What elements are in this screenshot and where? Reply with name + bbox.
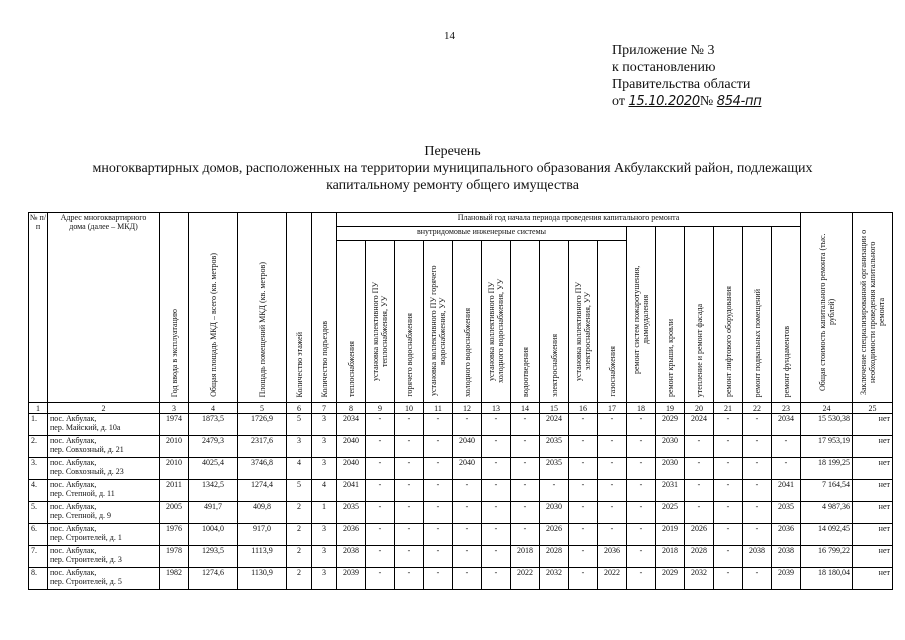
header-entrances: Количество подъездов bbox=[312, 213, 337, 403]
cell-c21: - bbox=[714, 546, 743, 568]
cell-c13: - bbox=[482, 524, 511, 546]
header-heat: теплоснабжения bbox=[337, 241, 366, 403]
row-number: 4. bbox=[29, 480, 48, 502]
cell-c23: 2039 bbox=[772, 568, 801, 590]
cell-prem: 1130,9 bbox=[238, 568, 287, 590]
address-line-1: пос. Акбулак, bbox=[50, 524, 97, 533]
column-number-cell: 6 bbox=[287, 403, 312, 414]
houses-table bbox=[28, 212, 893, 590]
cell-area: 1274,6 bbox=[189, 568, 238, 590]
cell-c17: - bbox=[598, 436, 627, 458]
cell-cost: 16 799,22 bbox=[801, 546, 853, 568]
cell-year: 1978 bbox=[160, 546, 189, 568]
cell-c12: - bbox=[453, 414, 482, 436]
cell-c20: - bbox=[685, 480, 714, 502]
cell-year: 2011 bbox=[160, 480, 189, 502]
cell-c19: 2029 bbox=[656, 414, 685, 436]
cell-concl: нет bbox=[853, 546, 893, 568]
cell-c15: 2035 bbox=[540, 436, 569, 458]
cell-c10: - bbox=[395, 436, 424, 458]
cell-c9: - bbox=[366, 568, 395, 590]
cell-c19: 2030 bbox=[656, 458, 685, 480]
header-floors: Количество этажей bbox=[287, 213, 312, 403]
column-number-cell: 23 bbox=[772, 403, 801, 414]
cell-ent: 3 bbox=[312, 436, 337, 458]
cell-fl: 2 bbox=[287, 568, 312, 590]
row-address bbox=[48, 458, 160, 480]
address-line-2: пер. Строителей, д. 1 bbox=[50, 533, 122, 542]
cell-c10: - bbox=[395, 414, 424, 436]
header-electric: электроснабжения bbox=[540, 241, 569, 403]
cell-c19: 2031 bbox=[656, 480, 685, 502]
row-number: 7. bbox=[29, 546, 48, 568]
cell-c13: - bbox=[482, 568, 511, 590]
cell-c11: - bbox=[424, 546, 453, 568]
cell-c22: - bbox=[743, 502, 772, 524]
header-foundation: ремонт фундаментов bbox=[772, 227, 801, 403]
row-address bbox=[48, 480, 160, 502]
cell-c16: - bbox=[569, 546, 598, 568]
address-line-1: пос. Акбулак, bbox=[50, 546, 97, 555]
appendix-line-2: к постановлению bbox=[612, 60, 716, 75]
column-number-cell: 7 bbox=[312, 403, 337, 414]
column-number-cell: 16 bbox=[569, 403, 598, 414]
cell-c17: 2022 bbox=[598, 568, 627, 590]
cell-c21: - bbox=[714, 502, 743, 524]
column-number-cell: 3 bbox=[160, 403, 189, 414]
cell-c10: - bbox=[395, 480, 424, 502]
cell-prem: 3746,8 bbox=[238, 458, 287, 480]
cell-c23: - bbox=[772, 458, 801, 480]
cell-c21: - bbox=[714, 480, 743, 502]
handwritten-date: 15.10.2020 bbox=[628, 94, 700, 109]
cell-concl: нет bbox=[853, 480, 893, 502]
table-row bbox=[29, 436, 893, 458]
cell-year: 1976 bbox=[160, 524, 189, 546]
cell-c15: 2028 bbox=[540, 546, 569, 568]
header-hot-water-meter: установка коллективного ПУ горячего водоснабжения, УУ bbox=[424, 241, 453, 403]
cell-fl: 2 bbox=[287, 502, 312, 524]
address-line-1: пос. Акбулак, bbox=[50, 414, 97, 423]
cell-c17: - bbox=[598, 480, 627, 502]
cell-c12: - bbox=[453, 568, 482, 590]
header-facade: утепление и ремонт фасада bbox=[685, 227, 714, 403]
header-plan-group: Плановый год начала периода проведения капитального ремонта bbox=[337, 213, 801, 227]
column-number-cell: 9 bbox=[366, 403, 395, 414]
cell-c12: - bbox=[453, 546, 482, 568]
cell-c12: - bbox=[453, 480, 482, 502]
row-number: 1. bbox=[29, 414, 48, 436]
cell-area: 1004,0 bbox=[189, 524, 238, 546]
column-number-cell: 5 bbox=[238, 403, 287, 414]
document-title: Перечень bbox=[424, 144, 481, 159]
cell-cost: 14 092,45 bbox=[801, 524, 853, 546]
table-row bbox=[29, 458, 893, 480]
cell-c13: - bbox=[482, 414, 511, 436]
cell-c22: - bbox=[743, 414, 772, 436]
cell-c23: 2041 bbox=[772, 480, 801, 502]
column-number-cell: 20 bbox=[685, 403, 714, 414]
column-number-cell: 8 bbox=[337, 403, 366, 414]
cell-c17: - bbox=[598, 524, 627, 546]
header-fire-system: ремонт систем пожаротушения, дымоудаления bbox=[627, 227, 656, 403]
cell-c10: - bbox=[395, 458, 424, 480]
cell-fl: 3 bbox=[287, 436, 312, 458]
cell-c18: - bbox=[627, 524, 656, 546]
cell-c22: - bbox=[743, 568, 772, 590]
table-row bbox=[29, 480, 893, 502]
column-number-cell: 22 bbox=[743, 403, 772, 414]
cell-ent: 3 bbox=[312, 414, 337, 436]
cell-c22: 2038 bbox=[743, 546, 772, 568]
cell-c14: - bbox=[511, 436, 540, 458]
header-roof: ремонт крыши, кровли bbox=[656, 227, 685, 403]
date-prefix: от bbox=[612, 94, 625, 109]
cell-c16: - bbox=[569, 568, 598, 590]
cell-c20: - bbox=[685, 502, 714, 524]
cell-c16: - bbox=[569, 414, 598, 436]
cell-c21: - bbox=[714, 414, 743, 436]
handwritten-number: 854-пп bbox=[716, 94, 762, 109]
column-number-cell: 25 bbox=[853, 403, 893, 414]
cell-year: 2005 bbox=[160, 502, 189, 524]
cell-c12: 2040 bbox=[453, 458, 482, 480]
cell-year: 1974 bbox=[160, 414, 189, 436]
cell-c14: - bbox=[511, 524, 540, 546]
column-number-cell: 21 bbox=[714, 403, 743, 414]
cell-c15: 2032 bbox=[540, 568, 569, 590]
header-address: Адрес многоквартирного дома (далее – МКД) bbox=[48, 213, 160, 403]
appendix-line-1: Приложение № 3 bbox=[612, 43, 715, 58]
cell-concl: нет bbox=[853, 458, 893, 480]
cell-c14: 2022 bbox=[511, 568, 540, 590]
row-number: 8. bbox=[29, 568, 48, 590]
row-address bbox=[48, 502, 160, 524]
header-total-cost: Общая стоимость капитального ремонта (тыс. рублей) bbox=[801, 213, 853, 403]
cell-c12: 2040 bbox=[453, 436, 482, 458]
cell-c20: 2024 bbox=[685, 414, 714, 436]
document-subtitle-line-1: многоквартирных домов, расположенных на территории муниципального образования Акбулакский район, подлежащих bbox=[92, 161, 813, 176]
column-numbers-row bbox=[29, 403, 893, 414]
cell-cost: 18 180,04 bbox=[801, 568, 853, 590]
cell-c14: - bbox=[511, 480, 540, 502]
cell-c23: 2036 bbox=[772, 524, 801, 546]
cell-c12: - bbox=[453, 524, 482, 546]
cell-area: 2479,3 bbox=[189, 436, 238, 458]
address-line-2: пер. Строителей, д. 3 bbox=[50, 555, 122, 564]
cell-c15: - bbox=[540, 480, 569, 502]
cell-c11: - bbox=[424, 524, 453, 546]
cell-c8: 2038 bbox=[337, 546, 366, 568]
cell-c15: 2030 bbox=[540, 502, 569, 524]
cell-c16: - bbox=[569, 458, 598, 480]
column-number-cell: 1 bbox=[29, 403, 48, 414]
cell-c14: 2018 bbox=[511, 546, 540, 568]
cell-c19: 2019 bbox=[656, 524, 685, 546]
cell-c19: 2029 bbox=[656, 568, 685, 590]
cell-concl: нет bbox=[853, 524, 893, 546]
column-number-cell: 14 bbox=[511, 403, 540, 414]
cell-c21: - bbox=[714, 568, 743, 590]
cell-c8: 2036 bbox=[337, 524, 366, 546]
page-number: 14 bbox=[444, 30, 455, 42]
cell-c20: - bbox=[685, 436, 714, 458]
cell-area: 1873,5 bbox=[189, 414, 238, 436]
number-prefix: № bbox=[699, 94, 714, 109]
cell-year: 2010 bbox=[160, 436, 189, 458]
cell-area: 1293,5 bbox=[189, 546, 238, 568]
cell-c14: - bbox=[511, 414, 540, 436]
cell-area: 491,7 bbox=[189, 502, 238, 524]
cell-c10: - bbox=[395, 524, 424, 546]
row-number: 3. bbox=[29, 458, 48, 480]
cell-c15: 2024 bbox=[540, 414, 569, 436]
row-address bbox=[48, 568, 160, 590]
header-total-area: Общая площадь МКД – всего (кв. метров) bbox=[189, 213, 238, 403]
cell-concl: нет bbox=[853, 436, 893, 458]
header-year-built: Год ввода в эксплуатацию bbox=[160, 213, 189, 403]
cell-area: 1342,5 bbox=[189, 480, 238, 502]
cell-c23: - bbox=[772, 436, 801, 458]
cell-c16: - bbox=[569, 524, 598, 546]
table-row bbox=[29, 568, 893, 590]
cell-c8: 2034 bbox=[337, 414, 366, 436]
row-address bbox=[48, 414, 160, 436]
table-row bbox=[29, 414, 893, 436]
cell-c13: - bbox=[482, 458, 511, 480]
cell-c8: 2040 bbox=[337, 436, 366, 458]
cell-c8: 2035 bbox=[337, 502, 366, 524]
column-number-cell: 24 bbox=[801, 403, 853, 414]
cell-c9: - bbox=[366, 480, 395, 502]
column-number-cell: 4 bbox=[189, 403, 238, 414]
cell-c22: - bbox=[743, 480, 772, 502]
cell-fl: 2 bbox=[287, 546, 312, 568]
cell-c18: - bbox=[627, 458, 656, 480]
cell-c9: - bbox=[366, 436, 395, 458]
cell-c20: 2028 bbox=[685, 546, 714, 568]
header-systems-group: внутридомовые инженерные системы bbox=[337, 227, 627, 241]
cell-c19: 2018 bbox=[656, 546, 685, 568]
cell-c8: 2039 bbox=[337, 568, 366, 590]
header-premises-area: Площадь помещений МКД (кв. метров) bbox=[238, 213, 287, 403]
header-basement: ремонт подвальных помещений bbox=[743, 227, 772, 403]
cell-c18: - bbox=[627, 546, 656, 568]
cell-cost: 17 953,19 bbox=[801, 436, 853, 458]
cell-c11: - bbox=[424, 458, 453, 480]
cell-prem: 917,0 bbox=[238, 524, 287, 546]
cell-cost: 18 199,25 bbox=[801, 458, 853, 480]
header-num: № п/п bbox=[29, 213, 48, 403]
cell-c22: - bbox=[743, 458, 772, 480]
column-number-cell: 12 bbox=[453, 403, 482, 414]
cell-c18: - bbox=[627, 568, 656, 590]
header-cold-water: холодного водоснабжения bbox=[453, 241, 482, 403]
cell-c14: - bbox=[511, 502, 540, 524]
address-line-2: пер. Степной, д. 9 bbox=[50, 511, 112, 520]
table-row bbox=[29, 524, 893, 546]
row-address bbox=[48, 546, 160, 568]
cell-year: 2010 bbox=[160, 458, 189, 480]
cell-c11: - bbox=[424, 436, 453, 458]
cell-concl: нет bbox=[853, 568, 893, 590]
cell-c19: 2030 bbox=[656, 436, 685, 458]
column-number-cell: 18 bbox=[627, 403, 656, 414]
cell-c23: 2035 bbox=[772, 502, 801, 524]
cell-c21: - bbox=[714, 458, 743, 480]
cell-ent: 4 bbox=[312, 480, 337, 502]
cell-concl: нет bbox=[853, 414, 893, 436]
column-number-cell: 10 bbox=[395, 403, 424, 414]
table-row bbox=[29, 502, 893, 524]
cell-fl: 2 bbox=[287, 524, 312, 546]
cell-fl: 5 bbox=[287, 480, 312, 502]
cell-c9: - bbox=[366, 502, 395, 524]
cell-c13: - bbox=[482, 502, 511, 524]
address-line-1: пос. Акбулак, bbox=[50, 436, 97, 445]
cell-c11: - bbox=[424, 480, 453, 502]
cell-prem: 1274,4 bbox=[238, 480, 287, 502]
column-number-cell: 2 bbox=[48, 403, 160, 414]
cell-c22: - bbox=[743, 524, 772, 546]
cell-prem: 409,8 bbox=[238, 502, 287, 524]
cell-c17: - bbox=[598, 502, 627, 524]
header-drainage: водоотведения bbox=[511, 241, 540, 403]
cell-c12: - bbox=[453, 502, 482, 524]
address-line-1: пос. Акбулак, bbox=[50, 568, 97, 577]
cell-c22: - bbox=[743, 436, 772, 458]
cell-c18: - bbox=[627, 414, 656, 436]
cell-c13: - bbox=[482, 546, 511, 568]
cell-c10: - bbox=[395, 546, 424, 568]
address-line-1: пос. Акбулак, bbox=[50, 502, 97, 511]
cell-concl: нет bbox=[853, 502, 893, 524]
cell-c19: 2025 bbox=[656, 502, 685, 524]
cell-prem: 1113,9 bbox=[238, 546, 287, 568]
cell-c15: 2035 bbox=[540, 458, 569, 480]
column-number-cell: 17 bbox=[598, 403, 627, 414]
cell-c13: - bbox=[482, 480, 511, 502]
cell-c13: - bbox=[482, 436, 511, 458]
cell-c9: - bbox=[366, 414, 395, 436]
header-hot-water: горячего водоснабжения bbox=[395, 241, 424, 403]
address-line-1: пос. Акбулак, bbox=[50, 480, 97, 489]
row-number: 2. bbox=[29, 436, 48, 458]
column-number-cell: 19 bbox=[656, 403, 685, 414]
cell-c9: - bbox=[366, 524, 395, 546]
cell-c17: - bbox=[598, 414, 627, 436]
cell-c20: - bbox=[685, 458, 714, 480]
cell-ent: 3 bbox=[312, 524, 337, 546]
appendix-block bbox=[612, 42, 761, 110]
row-number: 5. bbox=[29, 502, 48, 524]
cell-ent: 3 bbox=[312, 546, 337, 568]
address-line-2: пер. Строителей, д. 5 bbox=[50, 577, 122, 586]
cell-ent: 3 bbox=[312, 458, 337, 480]
cell-fl: 5 bbox=[287, 414, 312, 436]
table-body bbox=[29, 414, 893, 590]
cell-c16: - bbox=[569, 480, 598, 502]
cell-c11: - bbox=[424, 414, 453, 436]
column-number-cell: 11 bbox=[424, 403, 453, 414]
cell-c16: - bbox=[569, 502, 598, 524]
cell-c20: 2026 bbox=[685, 524, 714, 546]
cell-c9: - bbox=[366, 546, 395, 568]
cell-ent: 1 bbox=[312, 502, 337, 524]
cell-c10: - bbox=[395, 568, 424, 590]
address-line-2: пер. Совхозный, д. 21 bbox=[50, 445, 124, 454]
cell-c16: - bbox=[569, 436, 598, 458]
cell-c15: 2026 bbox=[540, 524, 569, 546]
cell-c17: 2036 bbox=[598, 546, 627, 568]
cell-c18: - bbox=[627, 436, 656, 458]
appendix-line-3: Правительства области bbox=[612, 77, 751, 92]
document-subtitle-line-2: капитальному ремонту общего имущества bbox=[326, 178, 579, 193]
cell-ent: 3 bbox=[312, 568, 337, 590]
column-number-cell: 13 bbox=[482, 403, 511, 414]
header-electric-meter: установка коллективного ПУ электроснабжения, УУ bbox=[569, 241, 598, 403]
cell-c10: - bbox=[395, 502, 424, 524]
header-cold-water-meter: установка коллективного ПУ холодного водоснабжения, УУ bbox=[482, 241, 511, 403]
cell-cost: 7 164,54 bbox=[801, 480, 853, 502]
header-elevator: ремонт лифтового оборудования bbox=[714, 227, 743, 403]
column-number-cell: 15 bbox=[540, 403, 569, 414]
row-address bbox=[48, 436, 160, 458]
address-line-2: пер. Степной, д. 11 bbox=[50, 489, 115, 498]
address-line-2: пер. Совхозный, д. 23 bbox=[50, 467, 124, 476]
cell-prem: 1726,9 bbox=[238, 414, 287, 436]
table-row bbox=[29, 546, 893, 568]
cell-c23: 2038 bbox=[772, 546, 801, 568]
header-heat-meter: установка коллективного ПУ теплоснабжения, УУ bbox=[366, 241, 395, 403]
address-line-1: пос. Акбулак, bbox=[50, 458, 97, 467]
row-address bbox=[48, 524, 160, 546]
cell-c21: - bbox=[714, 436, 743, 458]
cell-c11: - bbox=[424, 502, 453, 524]
cell-c14: - bbox=[511, 458, 540, 480]
cell-c21: - bbox=[714, 524, 743, 546]
cell-prem: 2317,6 bbox=[238, 436, 287, 458]
address-line-2: пер. Майский, д. 10а bbox=[50, 423, 121, 432]
cell-cost: 4 987,36 bbox=[801, 502, 853, 524]
cell-c11: - bbox=[424, 568, 453, 590]
cell-c17: - bbox=[598, 458, 627, 480]
header-conclusion: Заключение специализированной организации о необходимости проведения капитального ремонта bbox=[853, 213, 893, 403]
cell-c8: 2041 bbox=[337, 480, 366, 502]
cell-year: 1982 bbox=[160, 568, 189, 590]
appendix-date-line bbox=[612, 93, 761, 110]
cell-c23: 2034 bbox=[772, 414, 801, 436]
cell-area: 4025,4 bbox=[189, 458, 238, 480]
header-gas: газоснабжения bbox=[598, 241, 627, 403]
cell-fl: 4 bbox=[287, 458, 312, 480]
cell-cost: 15 530,38 bbox=[801, 414, 853, 436]
cell-c20: 2032 bbox=[685, 568, 714, 590]
row-number: 6. bbox=[29, 524, 48, 546]
cell-c8: 2040 bbox=[337, 458, 366, 480]
cell-c18: - bbox=[627, 502, 656, 524]
cell-c9: - bbox=[366, 458, 395, 480]
cell-c18: - bbox=[627, 480, 656, 502]
